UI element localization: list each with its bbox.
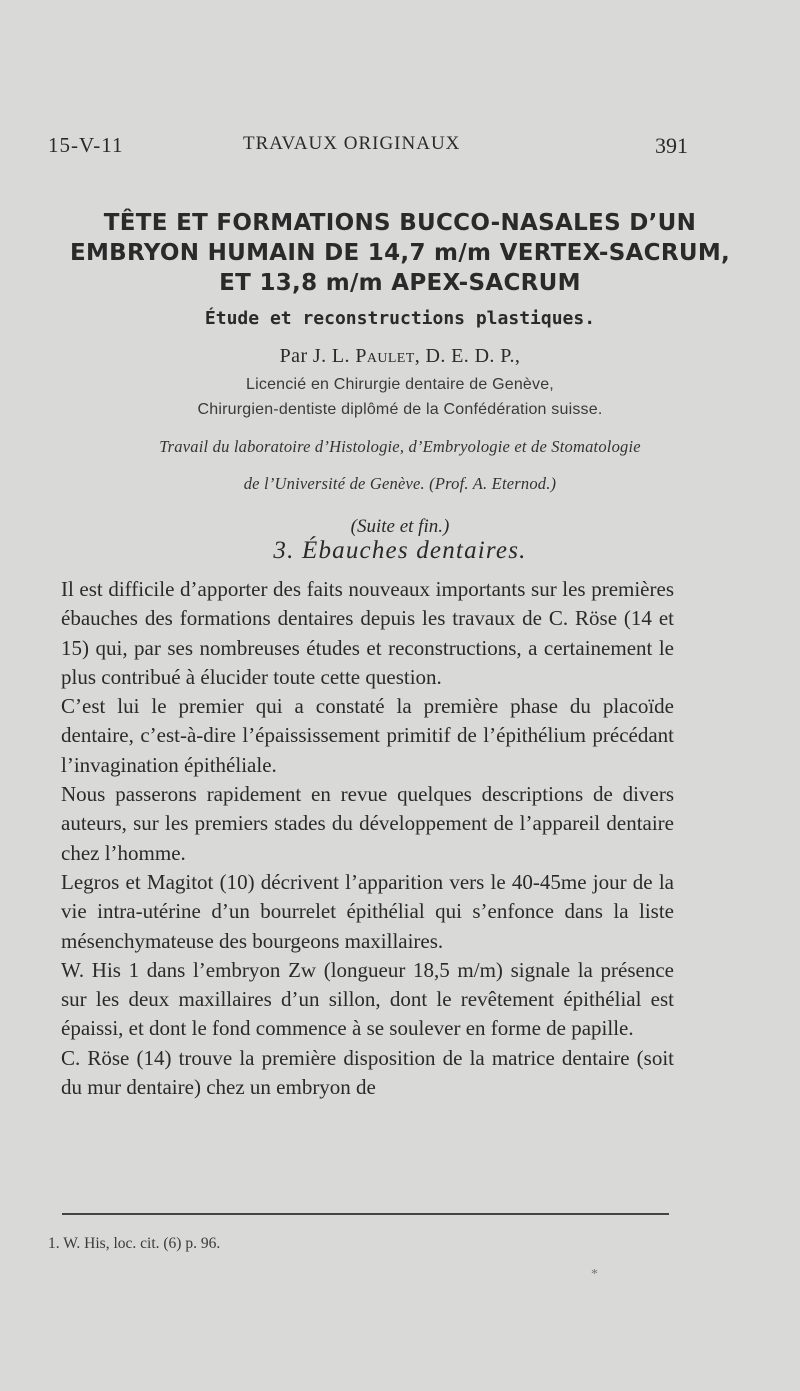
page-number: 391 [655,133,688,158]
paragraph: C. Röse (14) trouve la première disposition de la matrice dentaire (soit du mur dentaire) chez un embryon de [61,1045,674,1100]
subtitle: Étude et reconstructions plastiques. [204,308,596,329]
paragraph: Il est difficile d’apporter des faits nouveaux importants sur les premières ébauches des formations dentaires depuis les travaux de C. Röse (14 et 15) qui, par ses nombreuses études et reconstructions, a certainement le plus contribué à élucider toute cette question. [61,577,674,689]
paragraph: Legros et Magitot (10) décrivent l’apparition vers le 40-45me jour de la vie intra-utérine d’un bourrelet épithélial qui s’enfonce dans la liste mésenchymateuse des bourgeons maxillaires. [61,869,674,953]
affiliation-1: Licencié en Chirurgie dentaire de Genève, [246,376,554,393]
author-prefix: Par J. L. [279,345,350,367]
paragraph: Nous passerons rapidement en revue quelques descriptions de divers auteurs, sur les premiers stades du développement de l’appareil dentaire chez l’homme. [61,782,674,865]
asterisk-mark: * [591,1267,598,1282]
suite-note: (Suite et fin.) [350,516,450,537]
author-name: Paulet [355,345,415,367]
title-line-1: TÊTE ET FORMATIONS BUCCO-NASALES D’UN [103,210,697,236]
lab-line-1: Travail du laboratoire d’Histologie, d’Embryologie et de Stomatologie [159,437,641,456]
paragraph: W. His 1 dans l’embryon Zw (longueur 18,5 m/m) signale la présence sur les deux maxillaires d’un sillon, dont le revêtement épithélial est épaissi, et dont le fond commence à se soulever en forme de papille. [61,957,674,1041]
lab-line-2: de l’Université de Genève. (Prof. A. Eternod.) [243,474,557,493]
title-line-2: EMBRYON HUMAIN DE 14,7 m/m VERTEX-SACRUM, [69,240,731,266]
running-header [48,133,688,163]
footnote-rule [62,1213,669,1215]
section-heading: 3. Ébauches dentaires. [273,537,527,564]
author-line [40,342,760,370]
header-date: 15-V-11 [48,133,124,157]
paragraph: C’est lui le premier qui a constaté la première phase du placoïde dentaire, c’est-à-dire l’épaississement primitif de l’épithélium précédant l’invagination épithéliale. [61,694,674,777]
affiliation-2: Chirurgien-dentiste diplômé de la Confédération suisse. [197,401,603,418]
header-section: TRAVAUX ORIGINAUX [243,133,461,154]
body-text [61,575,674,1102]
title-block [40,208,760,540]
footnote: 1. W. His, loc. cit. (6) p. 96. [48,1235,221,1252]
title-line-3: ET 13,8 m/m APEX-SACRUM [219,270,581,296]
author-degree: , D. E. D. P., [414,345,521,367]
